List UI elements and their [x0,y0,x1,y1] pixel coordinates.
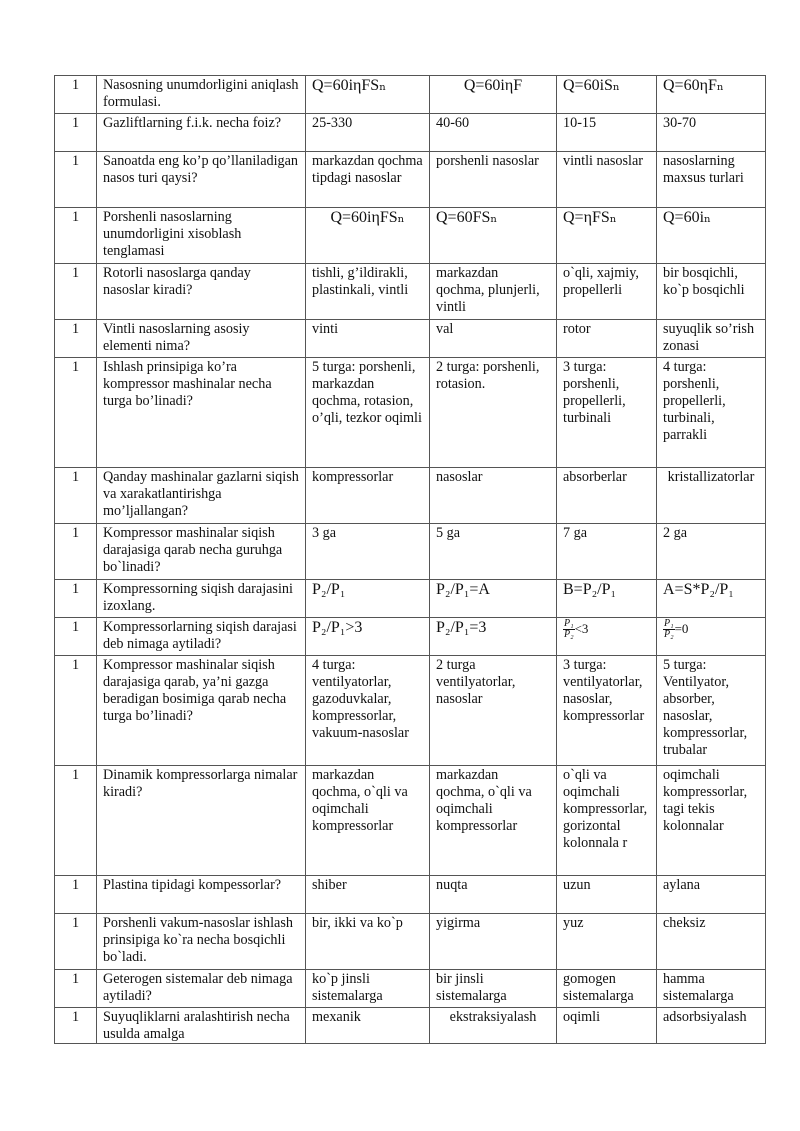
table-row [55,1008,766,1044]
answer-option-3: uzun [557,876,657,914]
answer-option-3: gomogen sistemalarga [557,970,657,1008]
answer-option-2: P₂/P₁=3 [430,618,557,656]
answer-option-4: oqimchali kompressorlar, tagi tekis kolonnalar [657,766,766,876]
question-cell: Kompressorlarning siqish darajasi deb nimaga aytiladi? [97,618,306,656]
answer-option-2: nuqta [430,876,557,914]
answer-option-3: Q=ηFSₙ [557,208,657,264]
table-row [55,358,766,468]
row-number: 1 [55,766,97,876]
row-number: 1 [55,580,97,618]
answer-option-1: markazdan qochma, o`qli va oqimchali kompressorlar [306,766,430,876]
answer-option-2: Q=60iηF [430,76,557,114]
answer-option-4: Q=60ηFₙ [657,76,766,114]
answer-option-1: vinti [306,320,430,358]
answer-option-1: kompressorlar [306,468,430,524]
question-cell: Kompressorning siqish darajasini izoxlang. [97,580,306,618]
answer-option-2: nasoslar [430,468,557,524]
table-row [55,618,766,656]
answer-option-1: markazdan qochma tipdagi nasoslar [306,152,430,208]
table-row [55,876,766,914]
answer-option-1: P₂/P₁>3 [306,618,430,656]
answer-option-4: $\frac{\text{P₁}}{\text{P₂}}$ =0 [657,618,766,656]
answer-option-1: ko`p jinsli sistemalarga [306,970,430,1008]
answer-option-3: $\frac{\text{P₁}}{\text{P₂}}$ <3 [557,618,657,656]
answer-option-4: 5 turga: Ventilyator, absorber, nasoslar, kompressorlar, trubalar [657,656,766,766]
question-cell: Porshenli vakum-nasoslar ishlash prinsipiga ko`ra necha bosqichli bo`ladi. [97,914,306,970]
answer-option-3: o`qli, xajmiy, propellerli [557,264,657,320]
answer-option-4: bir bosqichli, ko`p bosqichli [657,264,766,320]
row-number: 1 [55,358,97,468]
row-number: 1 [55,524,97,580]
answer-option-3: 10-15 [557,114,657,152]
answer-option-1: Q=60iηFSₙ [306,76,430,114]
question-cell: Gazliftlarning f.i.k. necha foiz? [97,114,306,152]
answer-option-1: tishli, g’ildirakli, plastinkali, vintli [306,264,430,320]
answer-option-2: markazdan qochma, o`qli va oqimchali kompressorlar [430,766,557,876]
answer-option-4: 4 turga: porshenli, propellerli, turbinali, parrakli [657,358,766,468]
answer-option-3: oqimli [557,1008,657,1044]
table-row [55,320,766,358]
answer-option-1: 3 ga [306,524,430,580]
answer-option-2: 40-60 [430,114,557,152]
row-number: 1 [55,618,97,656]
answer-option-3: yuz [557,914,657,970]
row-number: 1 [55,656,97,766]
table-row [55,208,766,264]
question-table [54,75,766,1044]
question-cell: Vintli nasoslarning asosiy elementi nima? [97,320,306,358]
table-row [55,914,766,970]
row-number: 1 [55,468,97,524]
answer-option-4: aylana [657,876,766,914]
answer-option-2: P₂/P₁=A [430,580,557,618]
table-row [55,152,766,208]
table-row [55,76,766,114]
table-row [55,656,766,766]
answer-option-1: Q=60iηFSₙ [306,208,430,264]
table-row [55,524,766,580]
answer-option-4: hamma sistemalarga [657,970,766,1008]
row-number: 1 [55,114,97,152]
answer-option-3: vintli nasoslar [557,152,657,208]
answer-option-3: absorberlar [557,468,657,524]
table-row [55,580,766,618]
question-cell: Dinamik kompressorlarga nimalar kiradi? [97,766,306,876]
answer-option-2: markazdan qochma, plunjerli, vintli [430,264,557,320]
answer-option-4: suyuqlik so’rish zonasi [657,320,766,358]
table-row [55,114,766,152]
row-number: 1 [55,876,97,914]
answer-option-2: val [430,320,557,358]
fraction: $\frac{\text{P₁}}{\text{P₂}}$ [664,618,674,640]
answer-option-4: 2 ga [657,524,766,580]
question-cell: Plastina tipidagi kompessorlar? [97,876,306,914]
answer-option-3: 7 ga [557,524,657,580]
answer-option-2: bir jinsli sistemalarga [430,970,557,1008]
answer-option-2: ekstraksiyalash [430,1008,557,1044]
answer-option-1: shiber [306,876,430,914]
answer-option-1: P₂/P₁ [306,580,430,618]
question-cell: Kompressor mashinalar siqish darajasiga qarab, ya’ni gazga beradigan bosimiga qarab necha turga bo’linadi? [97,656,306,766]
answer-option-4: 30-70 [657,114,766,152]
answer-option-1: 25-330 [306,114,430,152]
answer-option-3: o`qli va oqimchali kompressorlar, gorizontal kolonnala r [557,766,657,876]
row-number: 1 [55,76,97,114]
question-cell: Ishlash prinsipiga ko’ra kompressor mashinalar necha turga bo’linadi? [97,358,306,468]
question-cell: Porshenli nasoslarning unumdorligini xisoblash tenglamasi [97,208,306,264]
answer-option-2: 2 turga ventilyatorlar, nasoslar [430,656,557,766]
answer-option-4: kristallizatorlar [657,468,766,524]
row-number: 1 [55,970,97,1008]
answer-option-1: 5 turga: porshenli, markazdan qochma, rotasion, o’qli, tezkor oqimli [306,358,430,468]
question-cell: Sanoatda eng ko’p qo’llaniladigan nasos turi qaysi? [97,152,306,208]
answer-option-3: B=P₂/P₁ [557,580,657,618]
row-number: 1 [55,152,97,208]
answer-option-3: rotor [557,320,657,358]
row-number: 1 [55,264,97,320]
answer-option-2: 2 turga: porshenli, rotasion. [430,358,557,468]
fraction: $\frac{\text{P₁}}{\text{P₂}}$ [564,618,574,640]
answer-option-3: Q=60iSₙ [557,76,657,114]
question-cell: Qanday mashinalar gazlarni siqish va xarakatlantirishga mo’ljallangan? [97,468,306,524]
answer-option-4: Q=60iₙ [657,208,766,264]
answer-option-1: mexanik [306,1008,430,1044]
table-row [55,766,766,876]
answer-option-2: porshenli nasoslar [430,152,557,208]
answer-option-2: yigirma [430,914,557,970]
question-cell: Nasosning unumdorligini aniqlash formulasi. [97,76,306,114]
row-number: 1 [55,914,97,970]
row-number: 1 [55,320,97,358]
answer-option-1: 4 turga: ventilyatorlar, gazoduvkalar, kompressorlar, vakuum-nasoslar [306,656,430,766]
question-cell: Suyuqliklarni aralashtirish necha usulda amalga [97,1008,306,1044]
answer-option-3: 3 turga: porshenli, propellerli, turbinali [557,358,657,468]
answer-option-2: 5 ga [430,524,557,580]
row-number: 1 [55,208,97,264]
question-cell: Rotorli nasoslarga qanday nasoslar kiradi? [97,264,306,320]
table-row [55,970,766,1008]
question-cell: Kompressor mashinalar siqish darajasiga qarab necha guruhga bo`linadi? [97,524,306,580]
table-row [55,468,766,524]
answer-option-4: A=S*P₂/P₁ [657,580,766,618]
table-row [55,264,766,320]
answer-option-4: cheksiz [657,914,766,970]
answer-option-4: adsorbsiyalash [657,1008,766,1044]
answer-option-4: nasoslarning maxsus turlari [657,152,766,208]
answer-option-1: bir, ikki va ko`p [306,914,430,970]
answer-option-3: 3 turga: ventilyatorlar, nasoslar, kompressorlar [557,656,657,766]
question-cell: Geterogen sistemalar deb nimaga aytiladi? [97,970,306,1008]
row-number: 1 [55,1008,97,1044]
answer-option-2: Q=60FSₙ [430,208,557,264]
